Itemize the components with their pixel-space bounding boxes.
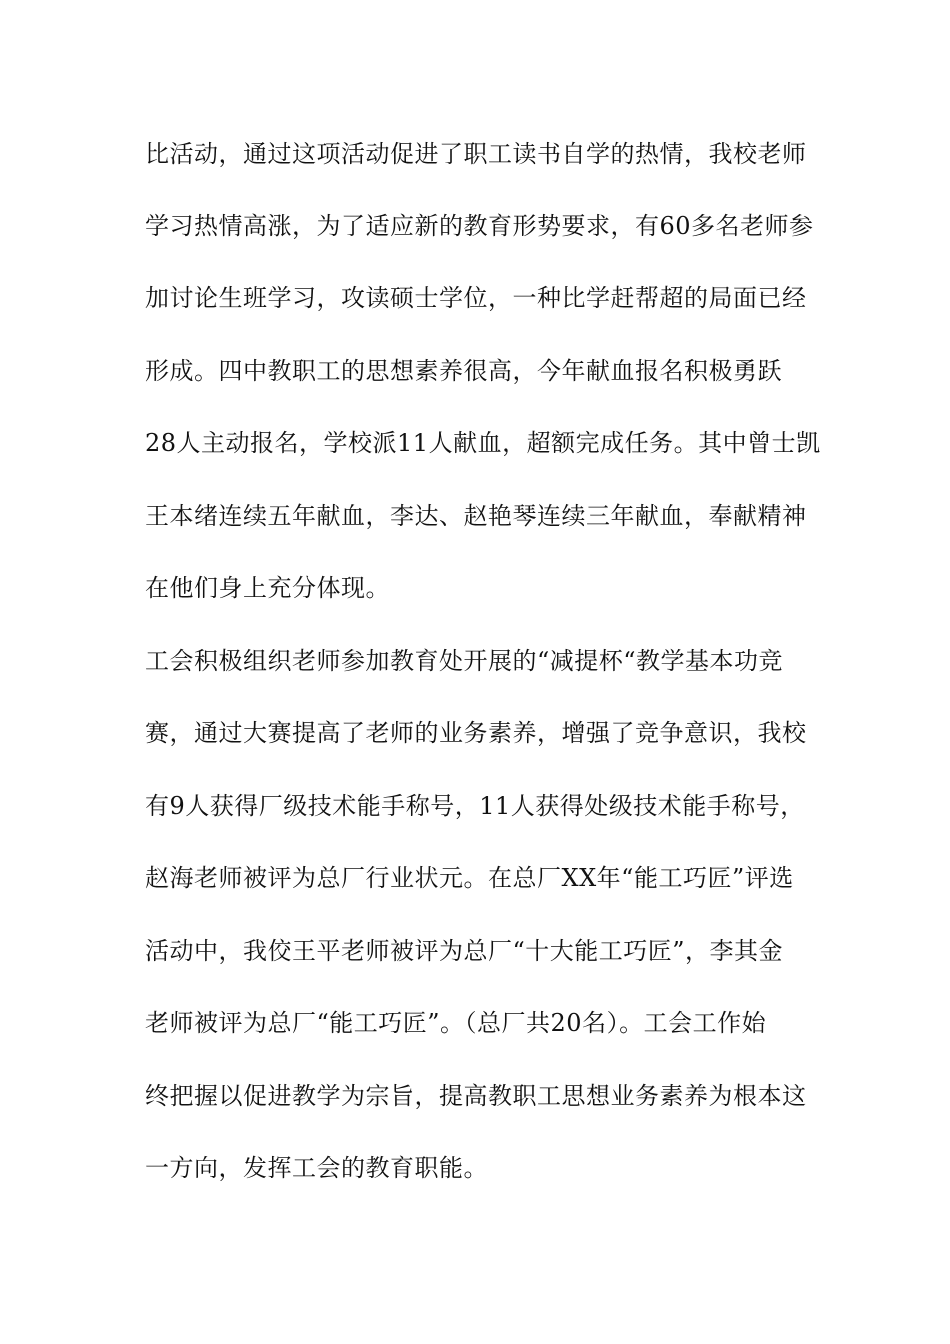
body-text-line: 加讨论生班学习，攻读硕士学位，一种比学赶帮超的局面已经 — [145, 284, 807, 312]
body-text-line: 赛，通过大赛提高了老师的业务素养，增强了竞争意识，我校 — [145, 719, 807, 747]
body-text-line: 老师被评为总厂“能工巧匠”。（总厂共20名）。工会工作始 — [145, 1009, 767, 1037]
body-text-line: 学习热情高涨，为了适应新的教育形势要求，有60多名老师参 — [145, 212, 814, 240]
body-text-line: 王本绪连续五年献血，李达、赵艳琴连续三年献血，奉献精神 — [145, 502, 807, 530]
body-text-line: 形成。四中教职工的思想素养很高，今年献血报名积极勇跃 — [145, 357, 782, 385]
body-text-line: 在他们身上充分体现。 — [145, 574, 390, 602]
body-text-line: 比活动，通过这项活动促进了职工读书自学的热情，我校老师 — [145, 140, 807, 168]
body-text-line: 一方向，发挥工会的教育职能。 — [145, 1154, 488, 1182]
body-text-line: 终把握以促进教学为宗旨，提高教职工思想业务素养为根本这 — [145, 1082, 807, 1110]
body-text-line: 活动中，我佼王平老师被评为总厂“十大能工巧匠”，李其金 — [145, 937, 784, 965]
body-text-line: 有9人获得厂级技术能手称号，11人获得处级技术能手称号， — [145, 792, 805, 820]
body-text-line: 工会积极组织老师参加教育处开展的“减提杯“教学基本功竞 — [145, 647, 784, 675]
body-text-line: 28人主动报名，学校派11人献血，超额完成任务。其中曾士凯 — [145, 429, 821, 457]
body-text-line: 赵海老师被评为总厂行业状元。在总厂XX年“能工巧匠”评选 — [145, 864, 794, 892]
